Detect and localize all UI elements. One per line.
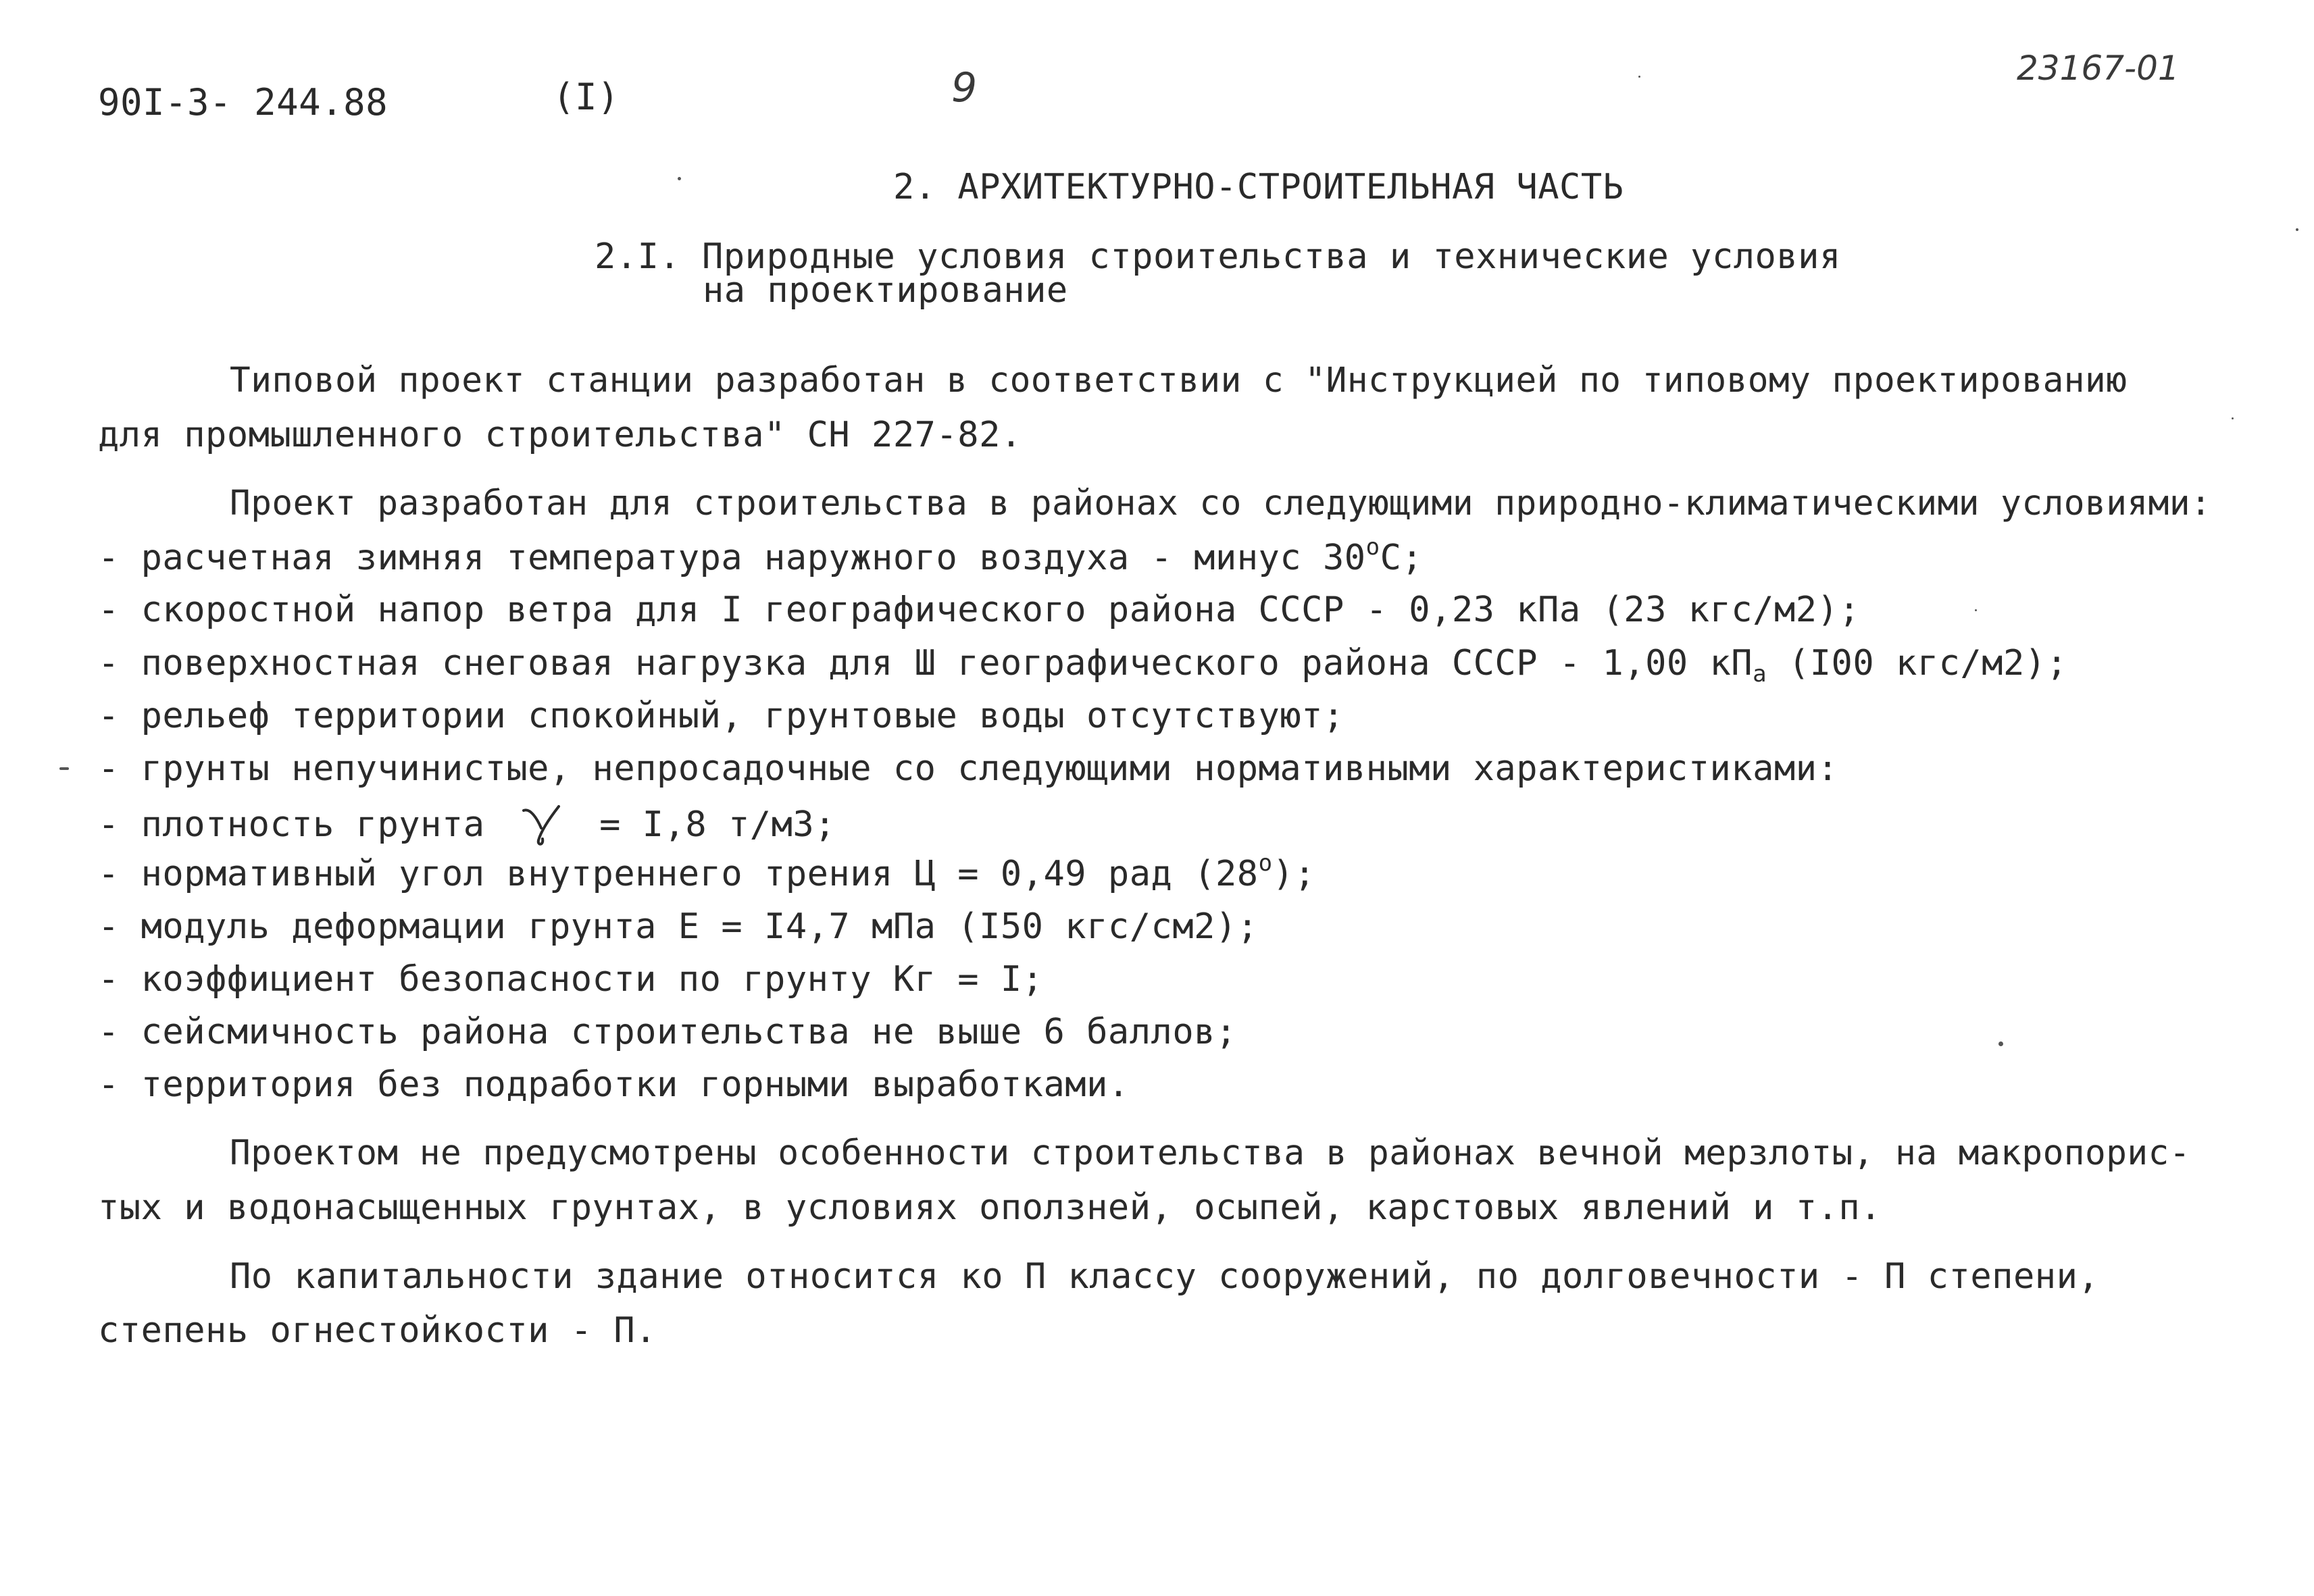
condition-soils: - грунты непучинистые, непросадочные со следующими нормативными характеристиками: [98, 748, 1839, 789]
condition-friction [98, 850, 1316, 894]
paragraph-2-line-1: Проект разработан для строительства в районах со следующими природно-климатическими условиями: [230, 484, 2212, 523]
condition-mining: - территория без подработки горными выработками. [98, 1064, 1130, 1105]
scan-speck [2296, 228, 2298, 231]
document-code: 90I-3- 244.88 [98, 81, 388, 124]
degree-sign: о [1365, 534, 1380, 561]
condition-snow-tail: (I00 кгс/м2); [1767, 643, 2068, 684]
paragraph-4-line-1: По капитальности здание относится ко П классу сооружений, по долговечности - П степени, [230, 1256, 2100, 1297]
condition-friction-tail: ); [1272, 854, 1316, 894]
paragraph-4-line-2: степень огнестойкости - П. [98, 1310, 657, 1351]
condition-friction-text: - нормативный угол внутреннего трения Ц = 0,49 рад (28 [98, 854, 1259, 894]
condition-wind: - скоростной напор ветра для I географического района СССР - 0,23 кПа (23 кгс/м2); [98, 590, 1861, 630]
condition-density [98, 801, 836, 848]
condition-snow [98, 643, 2068, 688]
condition-snow-text: - поверхностная снеговая нагрузка для Ш географического района СССР - 1,00 кП [98, 643, 1753, 684]
degree-sign: о [1258, 850, 1273, 877]
condition-seismic: - сейсмичность района строительства не выше 6 баллов; [98, 1012, 1237, 1052]
condition-density-text: - плотность грунта [98, 804, 485, 845]
scan-speck [678, 177, 681, 180]
scan-speck [1998, 1041, 2003, 1046]
paragraph-1-line-1: Типовой проект станции разработан в соответствии с "Инструкцией по типовому проектированию [230, 361, 2128, 401]
section-subtitle-line-1: 2.I. Природные условия строительства и технические условия [595, 236, 1841, 277]
condition-relief: - рельеф территории спокойный, грунтовые воды отсутствуют; [98, 696, 1344, 736]
condition-temperature-unit: С; [1380, 538, 1424, 578]
paragraph-3-line-1: Проектом не предусмотрены особенности строительства в районах вечной мерзлоты, на макропорис- [230, 1133, 2191, 1173]
condition-safety: - коэффициент безопасности по грунту Кг = I; [98, 959, 1044, 1000]
scan-speck [1638, 76, 1640, 78]
condition-temperature-text: - расчетная зимняя температура наружного воздуха - минус 30 [98, 538, 1366, 578]
condition-temperature [98, 534, 1424, 578]
unit-subscript: а [1753, 661, 1767, 688]
document-part: (I) [553, 76, 620, 118]
section-title: 2. АРХИТЕКТУРНО-СТРОИТЕЛЬНАЯ ЧАСТЬ [893, 167, 1624, 207]
scan-speck [59, 767, 69, 770]
scan-speck [1975, 609, 1977, 611]
condition-modulus: - модуль деформации грунта Е = I4,7 мПа (I50 кгс/см2); [98, 906, 1259, 947]
paragraph-1-line-2: для промышленного строительства" СН 227-82. [98, 415, 1022, 455]
paragraph-3-line-2: тых и водонасыщенных грунтах, в условиях оползней, осыпей, карстовых явлений и т.п. [98, 1187, 1882, 1228]
archive-number: 23167-01 [2017, 49, 2180, 88]
page-number: 9 [951, 64, 978, 111]
section-subtitle-line-2: на проектирование [703, 270, 1068, 311]
scan-speck [2232, 417, 2234, 419]
gamma-symbol-icon [518, 801, 565, 848]
condition-density-value: = I,8 т/м3; [599, 804, 836, 845]
